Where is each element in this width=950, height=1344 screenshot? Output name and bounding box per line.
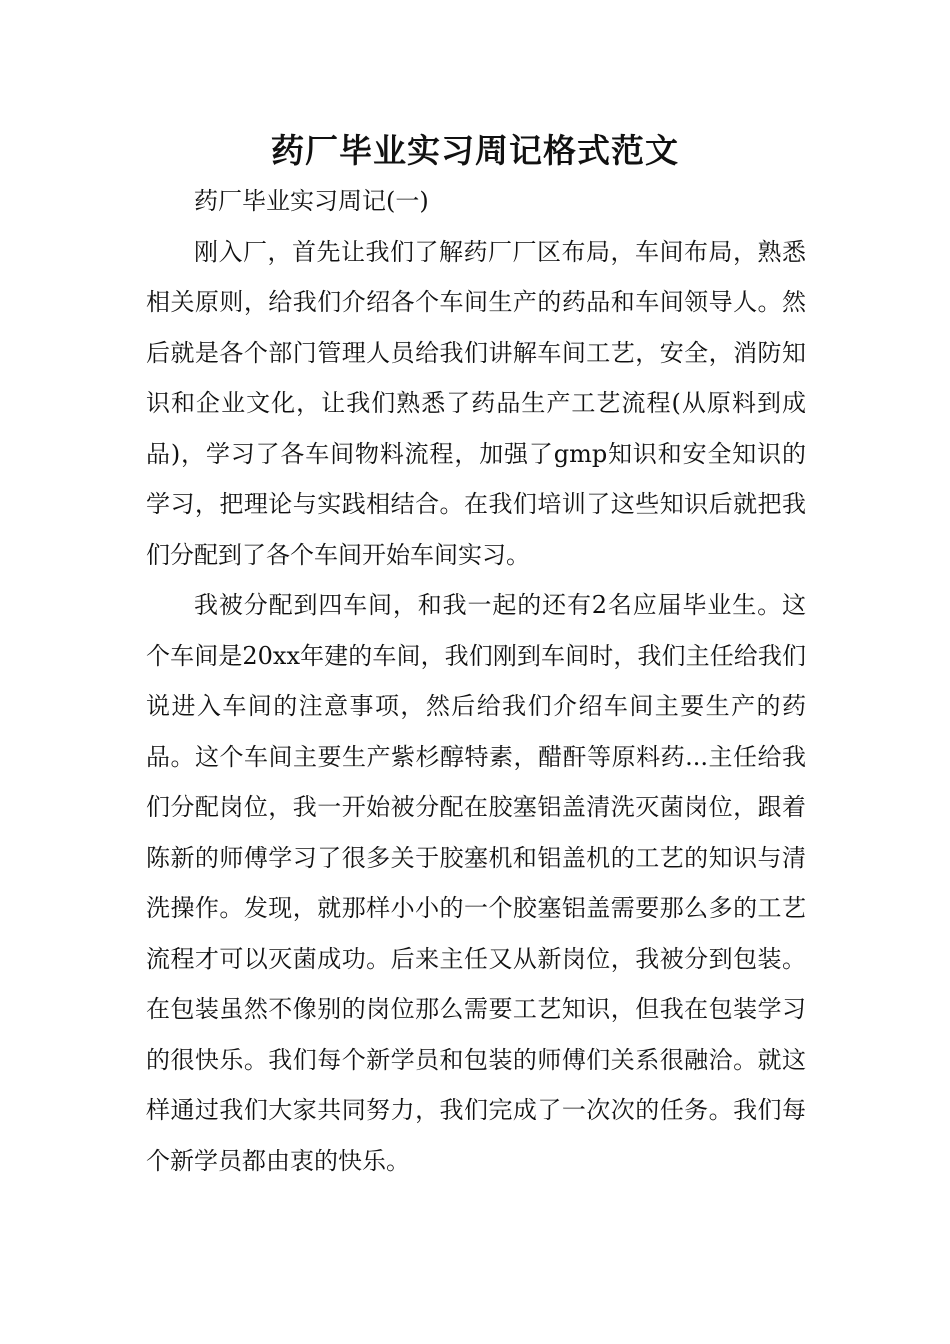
paragraph-1: 刚入厂，首先让我们了解药厂厂区布局，车间布局，熟悉相关原则，给我们介绍各个车间生产的药品和车间领导人。然后就是各个部门管理人员给我们讲解车间工艺，安全，消防知识和企业文化，让我们熟悉了药品生产工艺流程(从原料到成品)，学习了各车间物料流程，加强了gmp知识和安全知识的学习，把理论与实践相结合。在我们培训了这些知识后就把我们分配到了各个车间开始车间实习。: [146, 237, 806, 569]
document-title: 药厂毕业实习周记格式范文: [271, 131, 679, 170]
paragraph-2: 我被分配到四车间，和我一起的还有2名应届毕业生。这个车间是20xx年建的车间，我们刚到车间时，我们主任给我们说进入车间的注意事项，然后给我们介绍车间主要生产的药品。这个车间主要生产紫杉醇特素，醋酐等原料药...主任给我们分配岗位，我一开始被分配在胶塞铝盖清洗灭菌岗位，跟着陈新的师傅学习了很多关于胶塞机和铝盖机的工艺的知识与清洗操作。发现，就那样小小的一个胶塞铝盖需要那么多的工艺流程才可以灭菌成功。后来主任又从新岗位，我被分到包装。在包装虽然不像别的岗位那么需要工艺知识，但我在包装学习的很快乐。我们每个新学员和包装的师傅们关系很融洽。就这样通过我们大家共同努力，我们完成了一次次的任务。我们每个新学员都由衷的快乐。: [146, 591, 806, 1175]
section-subtitle: 药厂毕业实习周记(一): [194, 187, 429, 215]
document-body: [146, 176, 806, 1186]
